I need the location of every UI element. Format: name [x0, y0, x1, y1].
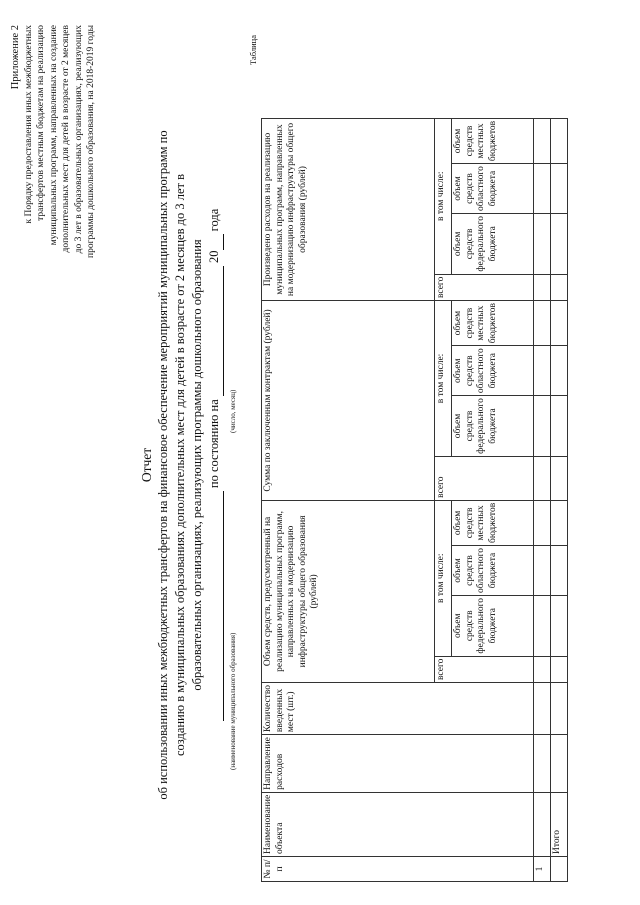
header-total: всего	[435, 456, 534, 500]
table-cell	[534, 546, 551, 596]
header-expenses: Произведено расходов на реализацию муниципальных программ, направленных на модернизацию инфраструктуры общего образования (рублей)	[262, 118, 435, 300]
table-cell	[551, 456, 568, 500]
header-contracts-sum: Сумма по заключенным контрактам (рублей)	[262, 301, 435, 501]
table-cell	[534, 396, 551, 457]
header-local: объем средств местных бюджетов	[452, 301, 534, 346]
table-cell	[534, 792, 551, 856]
header-total: всего	[435, 274, 534, 300]
as-of-label: по состоянию на	[207, 399, 221, 489]
report-table	[261, 118, 568, 882]
report-heading	[138, 85, 236, 845]
table-cell	[551, 396, 568, 457]
table-cell	[534, 595, 551, 656]
table-cell	[551, 274, 568, 300]
appendix-line: к Порядку предоставления иных межбюджетных	[23, 25, 34, 224]
total-label: Итого	[551, 792, 568, 856]
header-federal: объем средств федерального бюджета	[452, 213, 534, 274]
header-num: № п/п	[262, 857, 534, 882]
table-cell	[551, 857, 568, 882]
header-federal: объем средств федерального бюджета	[452, 595, 534, 656]
table-cell	[534, 301, 551, 346]
report-title: Отчет	[139, 447, 154, 483]
appendix-title: Приложение 2	[10, 25, 21, 90]
table-cell	[551, 118, 568, 163]
year-prefix: 20	[207, 250, 221, 263]
table-cell	[534, 164, 551, 214]
header-direction: Направление расходов	[262, 735, 534, 793]
report-subtitle-line: образовательных организациях, реализующих программы дошкольного образования	[190, 239, 204, 691]
table-cell	[551, 301, 568, 346]
header-local: объем средств местных бюджетов	[452, 500, 534, 545]
report-date-line	[206, 85, 224, 845]
header-regional: объем средств областного бюджета	[452, 546, 534, 596]
header-places-count: Количество введенных мест (шт.)	[262, 683, 534, 735]
table-cell	[551, 213, 568, 274]
appendix-block	[10, 25, 98, 365]
table-cell	[534, 500, 551, 545]
municipality-blank	[206, 491, 224, 721]
table-cell	[551, 683, 568, 735]
table-cell	[534, 346, 551, 396]
table-cell	[534, 456, 551, 500]
table-cell	[551, 346, 568, 396]
appendix-line: программы дошкольного образования, на 2018-2019 годы	[86, 25, 96, 259]
table-cell	[551, 735, 568, 793]
header-planned-funds: Объем средств, предусмотренный на реализацию муниципальных программ, направленных на модернизацию инфраструктуры общего образования (рублей)	[262, 500, 435, 682]
header-federal: объем средств федерального бюджета	[452, 396, 534, 457]
table-cell	[534, 656, 551, 682]
table-cell	[534, 683, 551, 735]
row-number: 1	[534, 857, 551, 882]
municipality-caption: (наименование муниципального образования)	[229, 632, 237, 770]
appendix-line: трансфертов местным бюджетам на реализацию	[36, 25, 46, 221]
appendix-line: муниципальных программ, направленных на создание	[48, 25, 59, 246]
header-object-name: Наименование объекта	[262, 792, 534, 856]
header-local: объем средств местных бюджетов	[452, 118, 534, 163]
report-subtitle-line: созданию в муниципальных образованиях дополнительных мест для детей в возрасте от 2 месяцев до 3 лет в	[173, 173, 187, 757]
table-cell	[534, 118, 551, 163]
date-blank	[206, 266, 224, 396]
year-blank	[206, 235, 224, 251]
table-row	[551, 118, 568, 881]
report-subtitle-line: об использовании иных межбюджетных трансфертов на финансовое обеспечение мероприятий муниципальных программ по	[156, 130, 170, 800]
header-including: в том числе:	[435, 301, 452, 457]
header-regional: объем средств областного бюджета	[452, 164, 534, 214]
header-total: всего	[435, 656, 534, 682]
table-cell	[551, 500, 568, 545]
date-caption: (число, месяц)	[229, 389, 237, 433]
year-suffix: года	[207, 208, 221, 232]
header-including: в том числе:	[435, 118, 452, 274]
table-cell	[551, 656, 568, 682]
appendix-line: дополнительных мест для детей в возрасте от 2 месяцев	[61, 25, 71, 253]
table-cell	[534, 735, 551, 793]
table-cell	[551, 164, 568, 214]
table-cell	[551, 546, 568, 596]
table-cell	[534, 213, 551, 274]
header-including: в том числе:	[435, 500, 452, 656]
appendix-line: до 3 лет в образовательных организациях, реализующих	[73, 25, 84, 254]
header-regional: объем средств областного бюджета	[452, 346, 534, 396]
table-label: Таблица	[248, 35, 258, 65]
table-cell	[551, 595, 568, 656]
caption-row	[224, 85, 236, 845]
table-row	[534, 118, 551, 881]
table-cell	[534, 274, 551, 300]
